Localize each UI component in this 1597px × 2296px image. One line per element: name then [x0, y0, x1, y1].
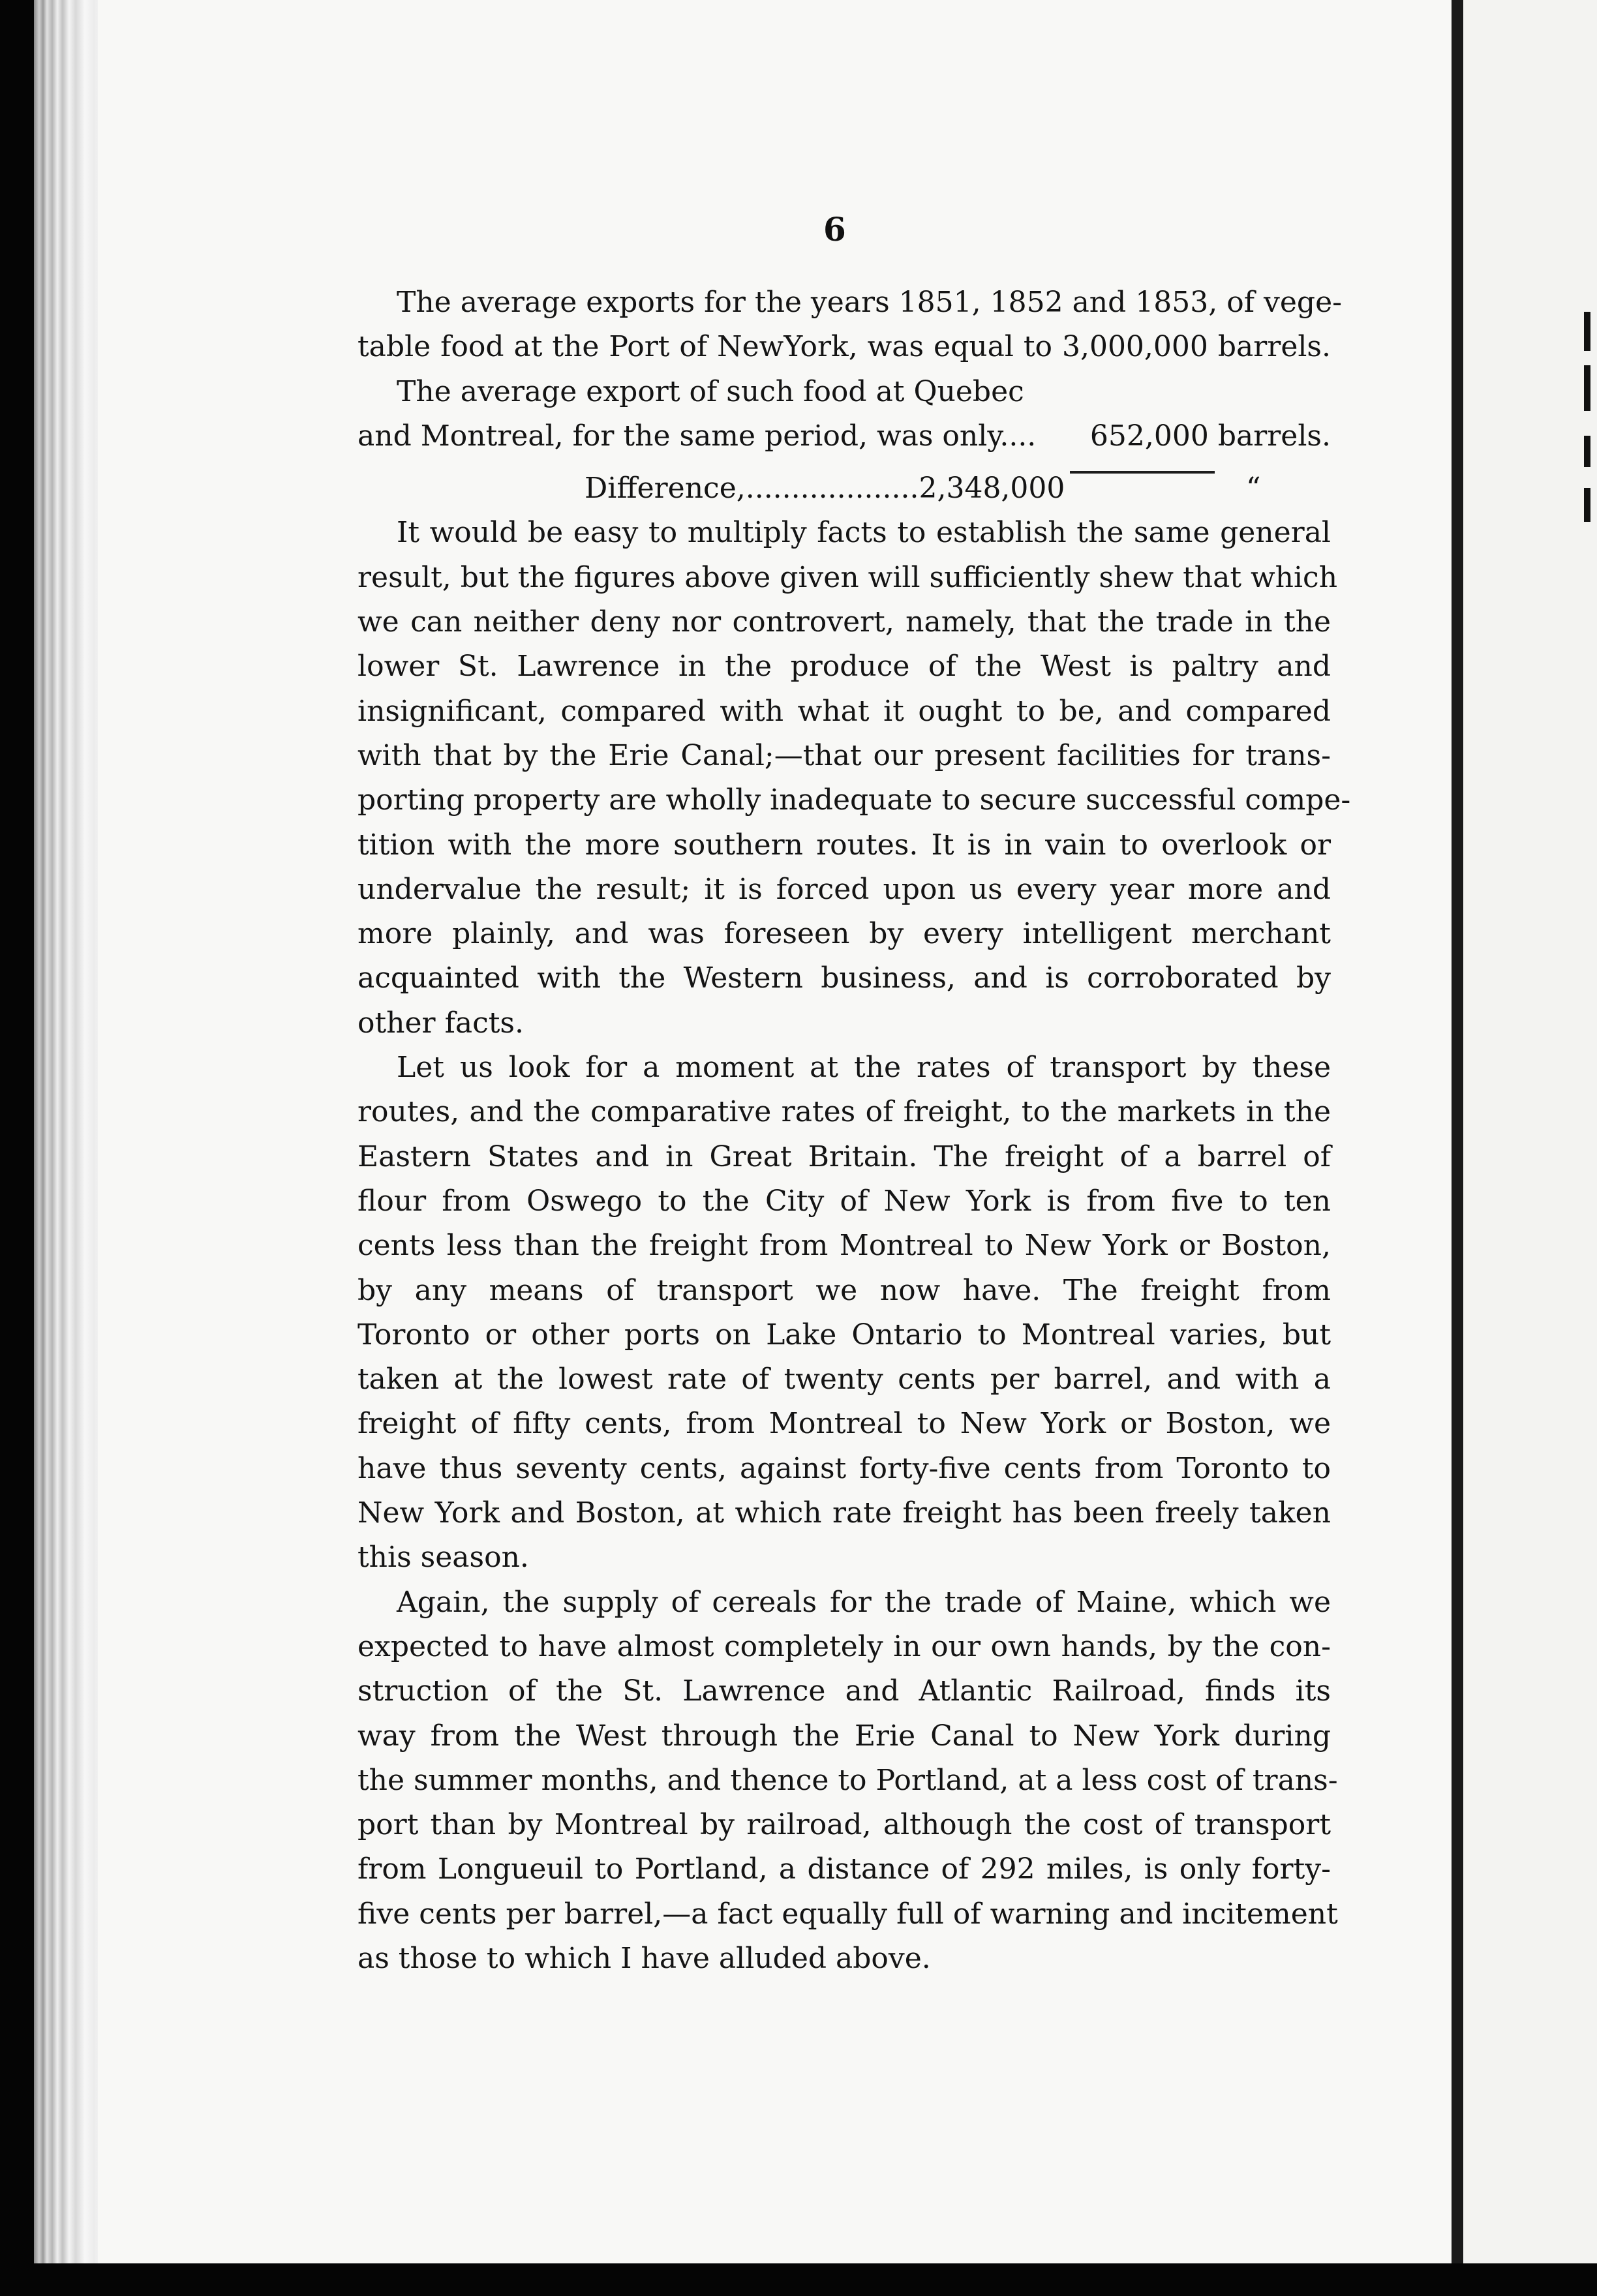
page-body [357, 280, 1351, 1981]
text-line: tition with the more southern routes. It is in vain to overlook or [357, 828, 1331, 862]
difference-value: 2,348,000 [919, 472, 1065, 506]
text-line: flour from Oswego to the City of New York is from five to ten [357, 1184, 1331, 1218]
paragraph-3 [357, 1580, 1338, 1982]
facing-page-text-fragment [1584, 436, 1590, 467]
text-line: from Longueuil to Portland, a distance of 292 miles, is only forty- [357, 1852, 1331, 1886]
text-line: five cents per barrel,—a fact equally full of warning and incitement [357, 1897, 1338, 1931]
text-line: more plainly, and was foreseen by every intelligent merchant [357, 917, 1331, 951]
text-line: Toronto or other ports on Lake Ontario to Montreal varies, but [357, 1318, 1331, 1352]
text-line: Eastern States and in Great Britain. The freight of a barrel of [357, 1140, 1331, 1173]
ditto-mark: “ [1246, 472, 1261, 506]
stacked-page-edges [34, 0, 106, 2263]
text-line: freight of fifty cents, from Montreal to New York or Boston, we [357, 1407, 1331, 1441]
text-line: this season. [357, 1541, 529, 1575]
text-line: as those to which I have alluded above. [357, 1941, 931, 1975]
text-line: taken at the lowest rate of twenty cents per barrel, and with a [357, 1363, 1331, 1397]
text-line: insignificant, compared with what it ought to be, and compared [357, 694, 1331, 728]
text-line: Again, the supply of cereals for the trade of Maine, which we [397, 1585, 1331, 1619]
text-line: Let us look for a moment at the rates of transport by these [397, 1051, 1331, 1085]
facing-page-text-fragment [1584, 488, 1590, 522]
statement-value: 652,000 barrels. [1089, 419, 1331, 453]
text-line: acquainted with the Western business, and is corroborated by [357, 961, 1331, 995]
text-line: with that by the Erie Canal;—that our present facilities for trans- [357, 738, 1331, 772]
statement-line: table food at the Port of NewYork, was equal to 3,000,000 barrels. [357, 330, 1331, 364]
page-number: 6 [823, 210, 846, 249]
difference-line [357, 466, 1331, 511]
text-line: routes, and the comparative rates of freight, to the markets in the [357, 1095, 1331, 1129]
text-line: other facts. [357, 1006, 524, 1040]
paragraph-2 [357, 1046, 1331, 1580]
text-line: undervalue the result; it is forced upon us every year more and [357, 872, 1331, 906]
statement-line [357, 414, 1331, 459]
text-line: It would be easy to multiply facts to establish the same general [397, 516, 1331, 550]
text-line: expected to have almost completely in our own hands, by the con- [357, 1629, 1331, 1663]
statement-line: The average export of such food at Quebec [397, 374, 1024, 408]
facing-page-edge [1463, 0, 1597, 2263]
text-line: by any means of transport we now have. The freight from [357, 1273, 1331, 1307]
difference-label: Difference,................... [585, 472, 919, 506]
text-line: cents less than the freight from Montreal to New York or Boston, [357, 1229, 1331, 1263]
text-line: have thus seventy cents, against forty-five cents from Toronto to [357, 1451, 1331, 1485]
text-line: struction of the St. Lawrence and Atlantic Railroad, finds its [357, 1674, 1331, 1708]
text-line: we can neither deny nor controvert, namely, that the trade in the [357, 605, 1331, 639]
text-line: New York and Boston, at which rate freight has been freely taken [357, 1496, 1331, 1530]
text-line: the summer months, and thence to Portland, at a less cost of trans- [357, 1763, 1338, 1797]
statement-label: and Montreal, for the same period, was only.... [357, 419, 1037, 453]
text-line: result, but the figures above given will sufficiently shew that which [357, 560, 1338, 594]
text-line: lower St. Lawrence in the produce of the West is paltry and [357, 650, 1331, 684]
text-line: way from the West through the Erie Canal to New York during [357, 1719, 1331, 1753]
facing-page-text-fragment [1584, 312, 1590, 351]
text-line: port than by Montreal by railroad, although the cost of transport [357, 1808, 1331, 1842]
facing-page-text-fragment [1584, 365, 1590, 411]
book-gutter [1452, 0, 1463, 2263]
text-line: porting property are wholly inadequate to secure successful compe- [357, 783, 1351, 817]
statement-line: The average exports for the years 1851, 1852 and 1853, of vege- [397, 286, 1342, 319]
paragraph-1 [357, 511, 1351, 1046]
